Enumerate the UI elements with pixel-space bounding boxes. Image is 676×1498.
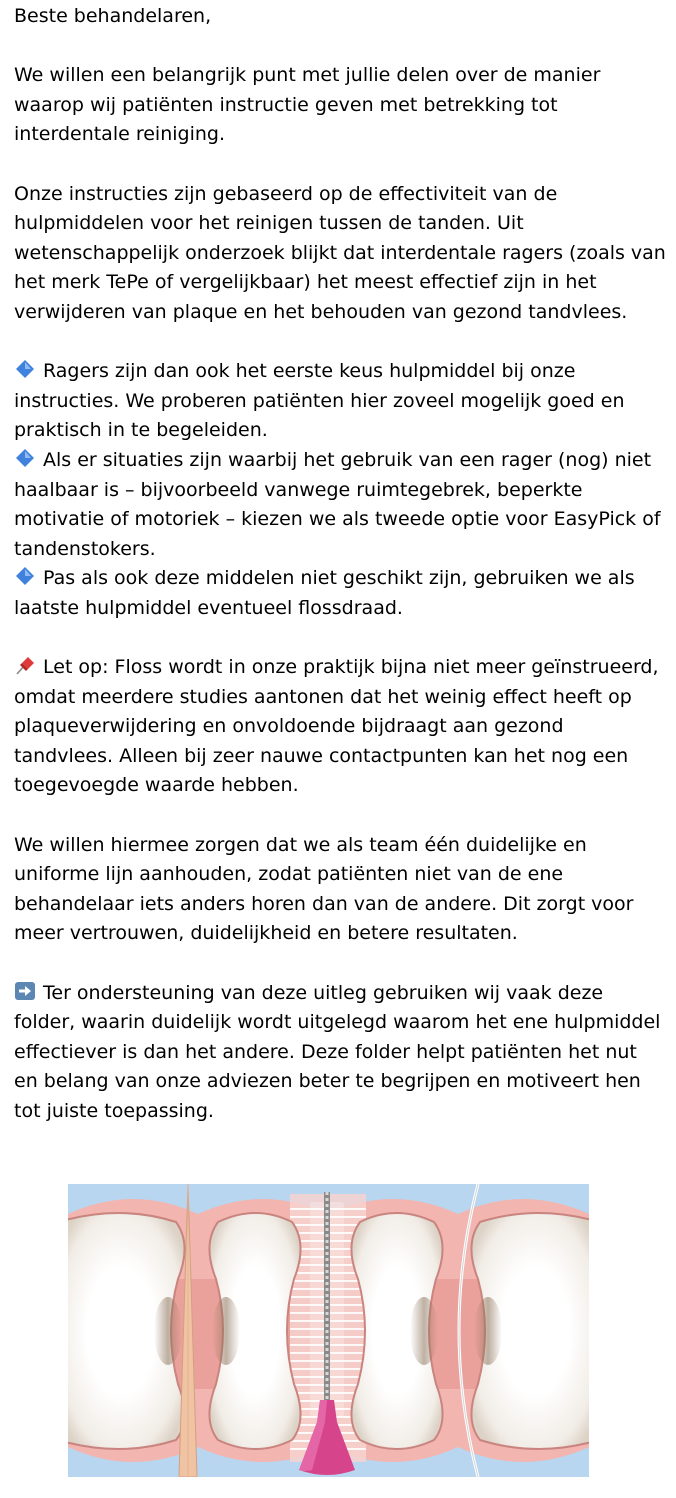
bullet-text: Pas als ook deze middelen niet geschikt zijn, gebruiken we als laatste hulpmiddel eventueel flossdraad. <box>14 567 635 619</box>
tooth-icon <box>351 1213 442 1449</box>
greeting: Beste behandelaren, <box>14 5 212 27</box>
bullet-text: Ragers zijn dan ook het eerste keus hulpmiddel bij onze instructies. We proberen patiënten hier zoveel mogelijk goed en praktisch in te begeleiden. <box>14 360 625 442</box>
bullet-easypick <box>14 446 666 564</box>
spacer <box>14 32 666 62</box>
blue-diamond-icon <box>14 566 36 586</box>
note-paragraph <box>14 653 666 801</box>
bullet-rager <box>14 357 666 446</box>
intro-paragraph: We willen een belangrijk punt met jullie delen over de manier waarop wij patiënten instructie geven met betrekking tot interdentale reiniging. <box>14 64 601 146</box>
bullet-floss <box>14 564 666 623</box>
spacer <box>14 623 666 653</box>
right-arrow-icon <box>14 981 36 1001</box>
bullet-text: Als er situaties zijn waarbij het gebruik van een rager (nog) niet haalbaar is – bijvoorbeeld vanwege ruimtegebrek, beperkte motivatie of motoriek – kiezen we als tweede optie voor EasyPick of tandenstokers. <box>14 448 661 560</box>
interdental-cleaning-illustration <box>68 1184 589 1477</box>
folder-text: Ter ondersteuning van deze uitleg gebruiken wij vaak deze folder, waarin duidelijk wordt uitgelegd waarom het ene hulpmiddel effectiever is dan het andere. Deze folder helpt patiënten het nut en belang van onze adviezen beter te begrijpen en motiveert hen tot juiste toepassing. <box>14 981 661 1122</box>
note-text: Let op: Floss wordt in onze praktijk bijna niet meer geïnstrueerd, omdat meerdere studies aantonen dat het weinig effect heeft op plaqueverwijdering en onvoldoende bijdraagt aan gezond tandvlees. Alleen bij zeer nauwe contactpunten kan het nog een toegevoegde waarde hebben. <box>14 656 659 797</box>
spacer <box>14 328 666 358</box>
tooth-icon <box>209 1213 300 1449</box>
spacer <box>14 801 666 831</box>
blue-diamond-icon <box>14 359 36 379</box>
tooth-icon <box>471 1213 589 1449</box>
folder-paragraph <box>14 979 666 1127</box>
team-paragraph: We willen hiermee zorgen dat we als team één duidelijke en uniforme lijn aanhouden, zodat patiënten niet van de ene behandelaar iets anders horen dan van de andere. Dit zorgt voor meer vertrouwen, duidelijkheid en betere resultaten. <box>14 833 634 945</box>
letter-body <box>14 2 666 1127</box>
spacer <box>14 949 666 979</box>
pushpin-icon <box>14 655 36 675</box>
tooth-icon <box>68 1213 185 1449</box>
blue-diamond-icon <box>14 448 36 468</box>
spacer <box>14 150 666 180</box>
basis-paragraph: Onze instructies zijn gebaseerd op de effectiviteit van de hulpmiddelen voor het reinigen tussen de tanden. Uit wetenschappelijk onderzoek blijkt dat interdentale ragers (zoals van het merk TePe of vergelijkbaar) het meest effectief zijn in het verwijderen van plaque en het behouden van gezond tandvlees. <box>14 182 666 323</box>
